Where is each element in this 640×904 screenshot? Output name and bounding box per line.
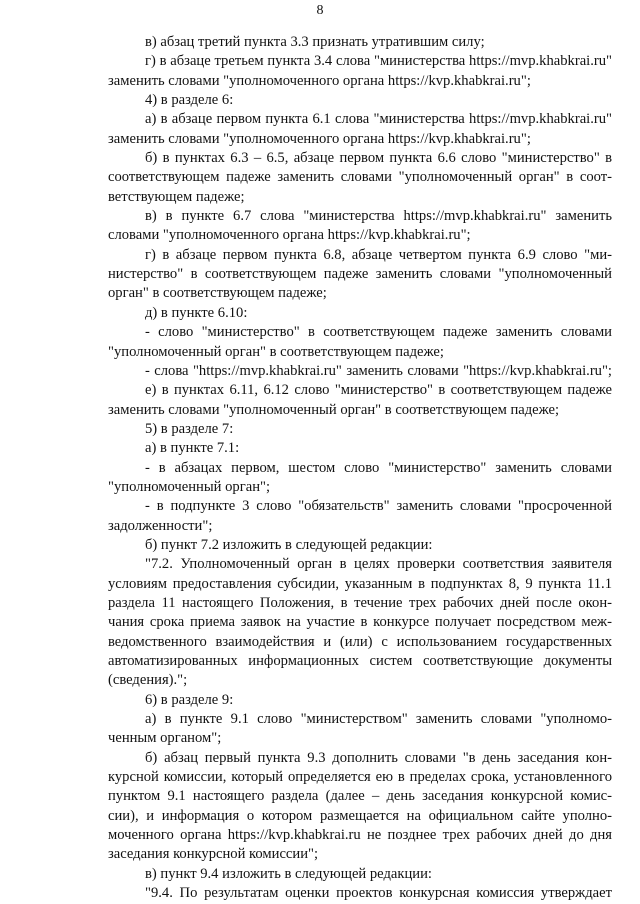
text-line: - слово "министерство" в соответствующем падеже заменить словами [145, 324, 612, 341]
text-line: - слова "https://mvp.khabkrai.ru" заменить словами "https://kvp.khabkrai.ru"; [145, 362, 612, 379]
text-line: автоматизированных информационных систем соответствующие документы [108, 653, 612, 669]
text-line: соответствующем падеже заменить словами "уполномоченный орган" в соот- [108, 169, 612, 186]
text-line: а) в абзаце первом пункта 6.1 слова "министерства https://mvp.khabkrai.ru" [145, 111, 612, 128]
text-line: - в подпункте 3 слово "обязательств" заменить словами "просроченной [145, 498, 612, 515]
text-line: е) в пунктах 6.11, 6.12 слово "министерство" в соответствующем падеже [145, 382, 612, 399]
text-line: орган" в соответствующем падеже; [108, 285, 327, 302]
text-line: г) в абзаце третьем пункта 3.4 слова "министерства https://mvp.khabkrai.ru" [145, 53, 612, 70]
text-line: в) абзац третий пункта 3.3 признать утратившим силу; [145, 34, 485, 50]
text-line: 4) в разделе 6: [145, 92, 234, 109]
text-line: чания срока приема заявок на участие в конкурсе получает посредством меж- [108, 614, 612, 631]
text-line: заменить словами "уполномоченного органа https://kvp.khabkrai.ru"; [108, 130, 531, 147]
text-line: сии), и информация о котором размещается на официальном сайте уполно- [108, 807, 612, 824]
text-line: б) пункт 7.2 изложить в следующей редакции: [145, 536, 433, 553]
text-line: а) в пункте 9.1 слово "министерством" заменить словами "уполномо- [145, 711, 612, 728]
text-line: б) в пунктах 6.3 – 6.5, абзаце первом пункта 6.6 слово "министерство" в [145, 150, 612, 167]
text-line: - в абзацах первом, шестом слово "министерство" заменить словами [145, 459, 612, 476]
text-line: в) в пункте 6.7 слова "министерства https://mvp.khabkrai.ru" заменить [145, 208, 612, 225]
text-line: курсной комиссии, который определяется ею в пределах срока, установленного [108, 769, 612, 786]
text-line: 5) в разделе 7: [145, 420, 234, 437]
text-line: ветствующем падеже; [108, 188, 245, 205]
text-line: б) абзац первый пункта 9.3 дополнить словами "в день заседания кон- [145, 749, 612, 766]
text-line: (сведения)."; [108, 672, 188, 689]
text-line: "7.2. Уполномоченный орган в целях проверки соответствия заявителя [145, 556, 612, 573]
text-line: заседания конкурсной комиссии"; [108, 846, 319, 863]
text-line: пунктом 9.1 настоящего раздела (далее – день заседания конкурсной комис- [108, 788, 612, 805]
text-line: ведомственного взаимодействия и (или) с использованием государственных [108, 633, 612, 650]
text-line: а) в пункте 7.1: [145, 440, 240, 457]
text-line: ченным органом"; [108, 730, 222, 747]
text-line: раздела 11 настоящего Положения, в течение трех рабочих дней после окон- [108, 594, 612, 611]
text-line: моченного органа https://kvp.khabkrai.ru не позднее трех рабочих дней до дня [108, 827, 612, 844]
text-line: д) в пункте 6.10: [145, 304, 248, 321]
text-line: условиям предоставления субсидии, указанным в подпунктах 8, 9 пункта 11.1 [108, 575, 612, 592]
text-line: "9.4. По результатам оценки проектов конкурсная комиссия утверждает [145, 885, 612, 902]
text-line: "уполномоченный орган" в соответствующем падеже; [108, 343, 444, 360]
text-line: заменить словами "уполномоченный орган" в соответствующем падеже; [108, 401, 560, 418]
text-line: 6) в разделе 9: [145, 691, 234, 708]
document-body [108, 33, 612, 903]
text-line: задолженности"; [108, 517, 213, 534]
text-line: г) в абзаце первом пункта 6.8, абзаце четвертом пункта 6.9 слово "ми- [145, 246, 612, 263]
text-line: нистерство" в соответствующем падеже заменить словами "уполномоченный [108, 266, 612, 283]
text-line: заменить словами "уполномоченного органа https://kvp.khabkrai.ru"; [108, 72, 531, 89]
text-line: в) пункт 9.4 изложить в следующей редакции: [145, 865, 432, 882]
text-line: словами "уполномоченного органа https://kvp.khabkrai.ru"; [108, 227, 471, 244]
page-number: 8 [316, 3, 324, 18]
text-line: "уполномоченный орган"; [108, 478, 271, 495]
